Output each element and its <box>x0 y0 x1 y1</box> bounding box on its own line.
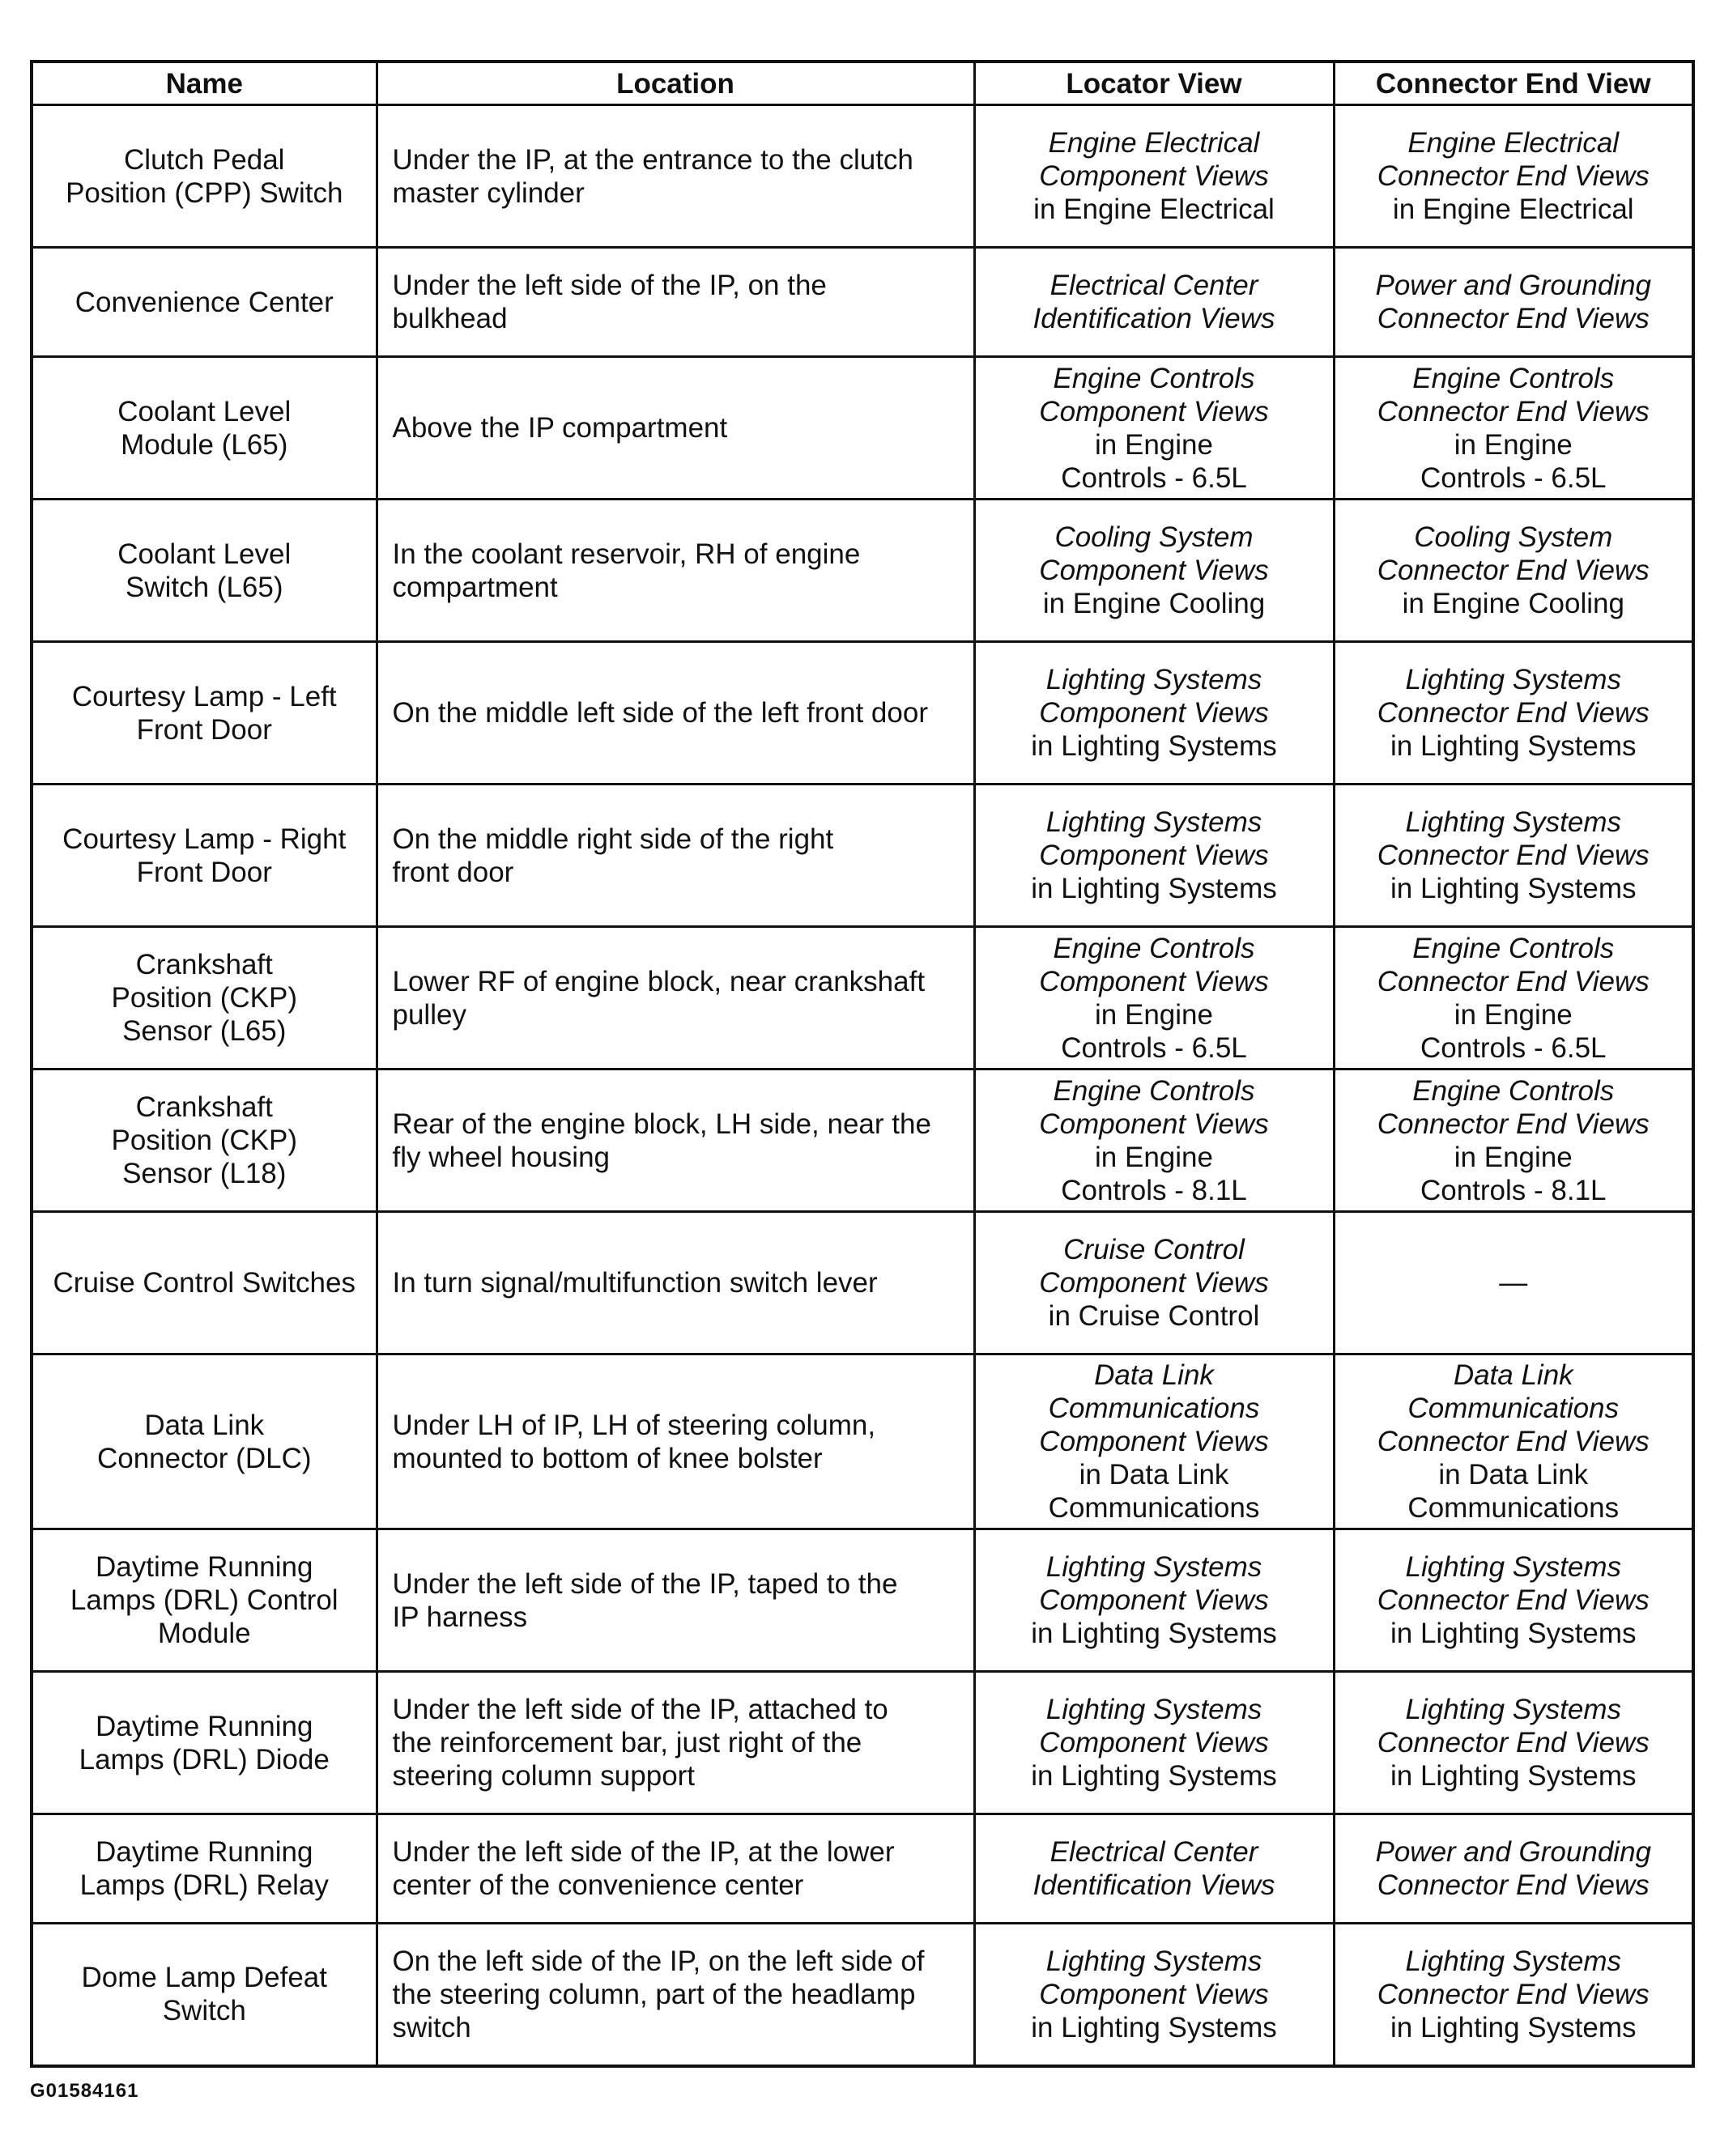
connector-view-title-line: Engine Controls <box>1412 932 1615 964</box>
connector-view-section-line: in Lighting Systems <box>1390 873 1637 904</box>
connector-view-section-line: in Engine Electrical <box>1392 193 1634 225</box>
name-line: Sensor (L18) <box>122 1158 287 1189</box>
cell-location <box>377 785 974 927</box>
cell-location <box>377 248 974 357</box>
name-line: Sensor (L65) <box>122 1015 287 1047</box>
connector-view-section-line: in Engine <box>1454 428 1573 461</box>
location-line: On the middle right side of the right <box>392 823 834 855</box>
location-line: the steering column, part of the headlamp <box>392 1978 916 2010</box>
location-line: In turn signal/multifunction switch lever <box>392 1267 878 1299</box>
name-line: Daytime Running <box>96 1551 313 1583</box>
cell-name <box>32 357 377 500</box>
cell-location <box>377 105 974 248</box>
cell-name <box>32 927 377 1069</box>
location-line: mounted to bottom of knee bolster <box>392 1442 823 1474</box>
locator-view-title-line: Electrical Center <box>1049 1836 1258 1868</box>
table-row <box>32 1069 1693 1212</box>
location-line: compartment <box>392 571 558 603</box>
connector-view-title-line: Lighting Systems <box>1405 1551 1622 1583</box>
connector-view-title-line: Engine Electrical <box>1407 127 1620 159</box>
cell-connector-end-view <box>1334 1529 1693 1672</box>
locator-view-title-line: Electrical Center <box>1049 270 1258 301</box>
locator-view-title-line: Identification Views <box>1032 1869 1275 1901</box>
name-line: Courtesy Lamp - Right <box>62 823 347 855</box>
cell-name <box>32 105 377 248</box>
name-line: Daytime Running <box>96 1836 313 1868</box>
connector-view-section-line: in Lighting Systems <box>1390 1760 1637 1792</box>
name-line: Switch (L65) <box>125 571 283 603</box>
locator-view-title-line: Component Views <box>1039 1426 1269 1457</box>
cell-connector-end-view <box>1334 248 1693 357</box>
location-line: On the middle left side of the left front door <box>392 697 928 729</box>
name-line: Daytime Running <box>96 1710 313 1742</box>
name-line: Convenience Center <box>75 286 334 318</box>
locator-view-title-line: Engine Controls <box>1053 1074 1255 1107</box>
cell-name <box>32 1672 377 1814</box>
location-line: Rear of the engine block, LH side, near the <box>392 1108 931 1140</box>
name-line: Crankshaft <box>135 1091 273 1123</box>
table-body <box>32 105 1693 2066</box>
cell-connector-end-view <box>1334 642 1693 785</box>
cell-connector-end-view <box>1334 1672 1693 1814</box>
connector-view-title-line: Lighting Systems <box>1405 1694 1622 1725</box>
cell-connector-end-view <box>1334 105 1693 248</box>
name-line: Lamps (DRL) Diode <box>79 1743 330 1775</box>
location-line: fly wheel housing <box>392 1141 610 1173</box>
location-line: front door <box>392 856 514 888</box>
cell-location <box>377 1924 974 2066</box>
table-row <box>32 1354 1693 1529</box>
location-line: Lower RF of engine block, near crankshaft <box>392 965 926 997</box>
name-line: Courtesy Lamp - Left <box>71 680 337 712</box>
component-locator-table <box>30 60 1695 2068</box>
name-line: Lamps (DRL) Control <box>70 1584 338 1616</box>
locator-view-title-line: Component Views <box>1039 1584 1269 1616</box>
table-header-row <box>32 62 1693 105</box>
locator-view-section-line: in Engine <box>1095 428 1213 461</box>
table-row <box>32 1529 1693 1672</box>
name-line: Front Door <box>136 713 272 746</box>
name-line: Lamps (DRL) Relay <box>79 1869 329 1901</box>
name-line: Module (L65) <box>121 428 288 461</box>
cell-connector-end-view <box>1334 357 1693 500</box>
cell-location <box>377 1212 974 1354</box>
location-line: pulley <box>392 998 466 1031</box>
location-line: On the left side of the IP, on the left side of <box>392 1945 925 1977</box>
name-line: Switch <box>162 1995 246 2027</box>
locator-view-section-line: in Lighting Systems <box>1031 873 1277 904</box>
column-header-locator-view: Locator View <box>974 62 1334 105</box>
name-line: Clutch Pedal <box>124 143 285 176</box>
name-line: Crankshaft <box>135 949 273 980</box>
connector-view-section-line: in Lighting Systems <box>1390 1618 1637 1649</box>
cell-locator-view <box>974 105 1334 248</box>
connector-view-section-line: — <box>1499 1267 1528 1299</box>
locator-view-title-line: Lighting Systems <box>1045 806 1262 838</box>
cell-locator-view <box>974 1672 1334 1814</box>
connector-view-title-line: Connector End Views <box>1377 1108 1650 1140</box>
cell-location <box>377 1354 974 1529</box>
connector-view-section-line: Communications <box>1407 1492 1620 1524</box>
location-line: bulkhead <box>392 303 508 334</box>
locator-view-title-line: Component Views <box>1039 555 1269 586</box>
cell-locator-view <box>974 642 1334 785</box>
connector-view-title-line: Lighting Systems <box>1405 806 1622 838</box>
location-line: Under the left side of the IP, taped to the <box>392 1567 898 1600</box>
connector-view-title-line: Engine Controls <box>1412 362 1615 394</box>
locator-view-title-line: Component Views <box>1039 840 1269 871</box>
locator-view-section-line: in Lighting Systems <box>1031 1760 1277 1792</box>
connector-view-section-line: Controls - 6.5L <box>1420 461 1607 494</box>
connector-view-section-line: in Engine <box>1454 1141 1573 1173</box>
locator-view-title-line: Component Views <box>1039 965 1269 997</box>
figure-id: G01584161 <box>30 2080 139 2102</box>
column-header-connector-end-view: Connector End View <box>1334 62 1693 105</box>
cell-locator-view <box>974 248 1334 357</box>
name-line: Coolant Level <box>117 538 292 570</box>
locator-view-title-line: Component Views <box>1039 1267 1269 1299</box>
cell-connector-end-view <box>1334 1924 1693 2066</box>
connector-view-title-line: Connector End Views <box>1377 303 1650 334</box>
name-line: Module <box>157 1618 251 1649</box>
locator-view-title-line: Component Views <box>1039 697 1269 729</box>
locator-view-section-line: in Engine Cooling <box>1042 588 1266 619</box>
locator-view-section-line: Controls - 6.5L <box>1061 1031 1247 1064</box>
name-line: Position (CKP) <box>111 1125 298 1156</box>
cell-locator-view <box>974 500 1334 642</box>
table-row <box>32 248 1693 357</box>
locator-view-section-line: in Lighting Systems <box>1031 730 1277 762</box>
locator-view-title-line: Cooling System <box>1054 521 1254 553</box>
connector-view-title-line: Lighting Systems <box>1405 1945 1622 1977</box>
connector-view-section-line: Controls - 6.5L <box>1420 1031 1607 1064</box>
location-line: Under the left side of the IP, on the <box>392 270 827 301</box>
connector-view-title-line: Connector End Views <box>1377 1584 1650 1616</box>
connector-view-title-line: Connector End Views <box>1377 395 1650 427</box>
locator-view-section-line: Controls - 6.5L <box>1061 461 1247 494</box>
cell-name <box>32 1924 377 2066</box>
connector-view-title-line: Connector End Views <box>1377 697 1650 729</box>
locator-view-title-line: Engine Electrical <box>1048 127 1260 159</box>
name-line: Cruise Control Switches <box>53 1267 355 1299</box>
table-row <box>32 500 1693 642</box>
locator-view-title-line: Component Views <box>1039 1978 1269 2010</box>
locator-view-section-line: Controls - 8.1L <box>1061 1174 1247 1206</box>
connector-view-section-line: in Data Link <box>1438 1459 1589 1490</box>
locator-view-title-line: Lighting Systems <box>1045 1945 1262 1977</box>
cell-locator-view <box>974 1212 1334 1354</box>
table-row <box>32 357 1693 500</box>
connector-view-title-line: Data Link <box>1453 1359 1573 1391</box>
column-header-location: Location <box>377 62 974 105</box>
cell-locator-view <box>974 927 1334 1069</box>
locator-view-title-line: Lighting Systems <box>1045 664 1262 695</box>
locator-view-title-line: Communications <box>1048 1393 1260 1424</box>
cell-name <box>32 1069 377 1212</box>
cell-name <box>32 785 377 927</box>
cell-name <box>32 1354 377 1529</box>
table-row <box>32 927 1693 1069</box>
cell-connector-end-view <box>1334 500 1693 642</box>
cell-location <box>377 1069 974 1212</box>
locator-view-title-line: Component Views <box>1039 395 1269 427</box>
connector-view-title-line: Power and Grounding <box>1375 270 1651 301</box>
connector-view-title-line: Engine Controls <box>1412 1074 1615 1107</box>
table-row <box>32 642 1693 785</box>
connector-view-title-line: Connector End Views <box>1377 965 1650 997</box>
locator-view-section-line: in Engine Electrical <box>1033 193 1275 225</box>
location-line: center of the convenience center <box>392 1869 804 1901</box>
cell-location <box>377 927 974 1069</box>
location-line: IP harness <box>392 1601 528 1633</box>
table-row <box>32 1672 1693 1814</box>
locator-view-title-line: Engine Controls <box>1053 932 1255 964</box>
cell-locator-view <box>974 1354 1334 1529</box>
cell-location <box>377 357 974 500</box>
connector-view-section-line: in Lighting Systems <box>1390 730 1637 762</box>
connector-view-section-line: in Engine <box>1454 998 1573 1031</box>
connector-view-section-line: in Lighting Systems <box>1390 2011 1637 2043</box>
name-line: Dome Lamp Defeat <box>81 1962 327 1994</box>
locator-view-title-line: Identification Views <box>1032 303 1275 334</box>
table-row <box>32 1212 1693 1354</box>
cell-connector-end-view <box>1334 1069 1693 1212</box>
name-line: Position (CKP) <box>111 982 298 1014</box>
cell-connector-end-view <box>1334 1212 1693 1354</box>
connector-view-title-line: Connector End Views <box>1377 555 1650 586</box>
locator-view-section-line: in Engine <box>1095 1141 1213 1173</box>
cell-location <box>377 500 974 642</box>
connector-view-section-line: in Engine Cooling <box>1402 588 1624 619</box>
cell-locator-view <box>974 785 1334 927</box>
locator-view-section-line: in Lighting Systems <box>1031 2011 1277 2043</box>
name-line: Connector (DLC) <box>96 1442 312 1474</box>
connector-view-title-line: Connector End Views <box>1377 840 1650 871</box>
location-line: Under the left side of the IP, at the lower <box>392 1836 895 1868</box>
connector-view-title-line: Cooling System <box>1414 521 1613 553</box>
connector-view-section-line: Controls - 8.1L <box>1420 1174 1607 1206</box>
locator-view-title-line: Component Views <box>1039 1727 1269 1758</box>
location-line: Under the IP, at the entrance to the clutch <box>392 143 913 176</box>
cell-connector-end-view <box>1334 1354 1693 1529</box>
location-line: switch <box>392 2011 471 2043</box>
cell-name <box>32 1529 377 1672</box>
component-locator-table-wrapper <box>30 60 1692 2068</box>
table-row <box>32 1924 1693 2066</box>
cell-locator-view <box>974 1924 1334 2066</box>
connector-view-title-line: Connector End Views <box>1377 1978 1650 2010</box>
locator-view-section-line: in Cruise Control <box>1048 1300 1260 1332</box>
cell-locator-view <box>974 357 1334 500</box>
locator-view-section-line: in Lighting Systems <box>1031 1618 1277 1649</box>
cell-connector-end-view <box>1334 1814 1693 1924</box>
locator-view-title-line: Lighting Systems <box>1045 1551 1262 1583</box>
location-line: Under LH of IP, LH of steering column, <box>392 1409 876 1441</box>
location-line: Under the left side of the IP, attached to <box>392 1694 888 1725</box>
cell-locator-view <box>974 1069 1334 1212</box>
cell-name <box>32 1212 377 1354</box>
cell-location <box>377 642 974 785</box>
locator-view-title-line: Cruise Control <box>1063 1234 1245 1265</box>
table-row <box>32 785 1693 927</box>
connector-view-title-line: Connector End Views <box>1377 1426 1650 1457</box>
table-row <box>32 105 1693 248</box>
cell-locator-view <box>974 1529 1334 1672</box>
locator-view-section-line: in Engine <box>1095 998 1213 1031</box>
cell-name <box>32 642 377 785</box>
location-line: steering column support <box>392 1760 696 1792</box>
locator-view-section-line: in Data Link <box>1079 1459 1229 1490</box>
connector-view-title-line: Communications <box>1407 1393 1620 1424</box>
name-line: Data Link <box>144 1409 265 1441</box>
connector-view-title-line: Connector End Views <box>1377 1869 1650 1901</box>
location-line: Above the IP compartment <box>392 412 728 444</box>
column-header-name: Name <box>32 62 377 105</box>
connector-view-title-line: Lighting Systems <box>1405 664 1622 695</box>
connector-view-title-line: Connector End Views <box>1377 1727 1650 1758</box>
cell-location <box>377 1672 974 1814</box>
connector-view-title-line: Connector End Views <box>1377 160 1650 192</box>
name-line: Coolant Level <box>117 395 292 427</box>
locator-view-title-line: Component Views <box>1039 1108 1269 1140</box>
locator-view-section-line: Communications <box>1048 1492 1260 1524</box>
location-line: the reinforcement bar, just right of the <box>392 1727 862 1758</box>
name-line: Front Door <box>136 856 272 888</box>
locator-view-title-line: Engine Controls <box>1053 362 1255 394</box>
cell-connector-end-view <box>1334 785 1693 927</box>
cell-name <box>32 248 377 357</box>
cell-location <box>377 1814 974 1924</box>
locator-view-title-line: Data Link <box>1094 1359 1214 1391</box>
name-line: Position (CPP) Switch <box>66 176 343 209</box>
cell-location <box>377 1529 974 1672</box>
location-line: In the coolant reservoir, RH of engine <box>392 538 861 570</box>
cell-name <box>32 500 377 642</box>
location-line: master cylinder <box>392 176 585 209</box>
cell-name <box>32 1814 377 1924</box>
locator-view-title-line: Component Views <box>1039 160 1269 192</box>
table-row <box>32 1814 1693 1924</box>
cell-locator-view <box>974 1814 1334 1924</box>
connector-view-title-line: Power and Grounding <box>1375 1836 1651 1868</box>
locator-view-title-line: Lighting Systems <box>1045 1694 1262 1725</box>
cell-connector-end-view <box>1334 927 1693 1069</box>
